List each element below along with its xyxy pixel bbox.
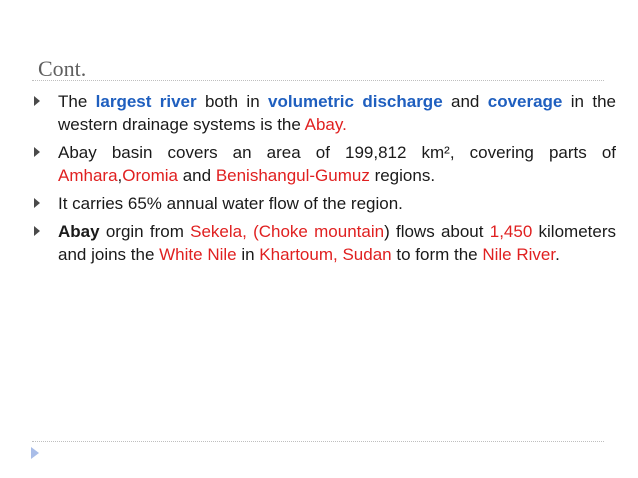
highlight-red: 1,450	[489, 222, 533, 241]
highlight-red: White Nile	[159, 245, 237, 264]
text-run: kilometers and joins the	[58, 222, 616, 264]
bullet-marker-icon	[34, 198, 40, 208]
highlight-red: Sekela, (Choke mountain	[190, 222, 385, 241]
text-run: ,	[117, 166, 123, 185]
text-run: The	[58, 92, 96, 111]
text-run: and	[178, 166, 216, 185]
highlight-red: Nile River	[482, 245, 556, 264]
footer-divider	[32, 441, 604, 442]
text-run: Abay basin covers an area of 199,812 km², covering parts of	[58, 143, 616, 162]
highlight-blue: largest river	[95, 92, 197, 111]
bullet-marker-icon	[34, 96, 40, 106]
bullet-marker-icon	[34, 226, 40, 236]
text-run: orgin from	[99, 222, 191, 241]
text-run: .	[555, 245, 560, 264]
highlight-red: Abay.	[304, 115, 347, 134]
text-run: and	[442, 92, 488, 111]
highlight-blue: volumetric discharge	[268, 92, 443, 111]
bullet-item	[32, 192, 616, 215]
highlight-red: Khartoum,	[259, 245, 338, 264]
highlight-red: Sudan	[342, 245, 392, 264]
text-run: It carries 65% annual water flow of the region.	[58, 194, 403, 213]
bullet-item	[32, 141, 616, 187]
text-run: regions.	[369, 166, 436, 185]
bullet-marker-icon	[34, 147, 40, 157]
slide-title: Cont.	[38, 56, 87, 81]
text-run: ) flows about	[384, 222, 490, 241]
bullet-list	[32, 90, 616, 271]
text-run: both in	[196, 92, 269, 111]
text-run: in the western drainage systems is the	[58, 92, 616, 134]
bullet-item	[32, 90, 616, 136]
highlight-red: Amhara	[58, 166, 118, 185]
text-run: in	[236, 245, 260, 264]
title-divider	[32, 80, 604, 81]
bullet-item	[32, 220, 616, 266]
text-run: to form the	[391, 245, 483, 264]
highlight-red: Oromia	[122, 166, 178, 185]
highlight-blue: coverage	[487, 92, 563, 111]
nav-arrow-icon[interactable]	[31, 447, 39, 459]
highlight-red: Benishangul-Gumuz	[215, 166, 370, 185]
highlight-bold: Abay	[58, 222, 100, 241]
